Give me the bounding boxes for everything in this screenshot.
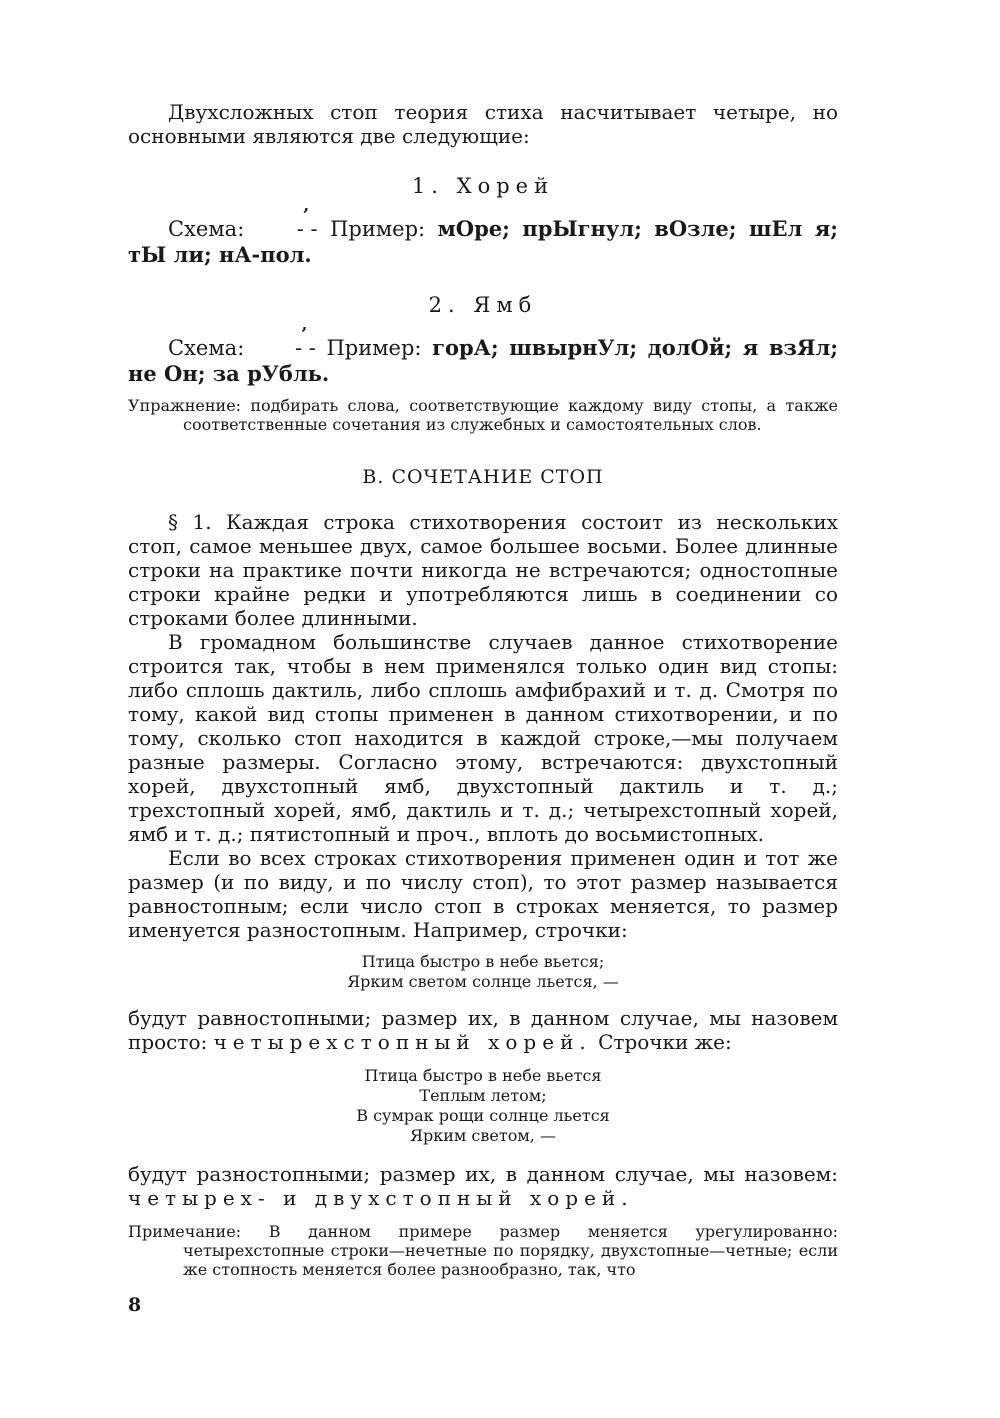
examples-iamb: горА; швырнУл; долОй; я взЯл; не Он; за рУбль. [128, 335, 839, 386]
exercise-note: Упражнение: подбирать слова, соответствующие каждому виду стопы, а также соответственные сочетания из служебных и самостоятельных слов. [128, 396, 838, 434]
text-run: будут разностопными; размер их, в данном случае, мы назовем: [128, 1162, 838, 1186]
intro-paragraph: Двухсложных стоп теория стиха насчитывает четыре, но основными являются две следующие: [128, 100, 838, 148]
scheme-marks: ’ - - [255, 336, 316, 361]
scheme-marks: ’ - - [257, 217, 318, 242]
verse-line: Птица быстро в небе вьется; [361, 952, 605, 971]
paragraph-after-verse-1 [128, 1006, 838, 1054]
examples-trochee: мОре; прЫгнул; вОзле; шЕл я; тЫ ли; нА-пол. [128, 216, 839, 267]
paragraph-3: Если во всех строках стихотворения применен один и тот же размер (и по виду, и по числу стоп), то этот размер называется равностопным; если число стоп в строках меняется, то размер именуется разностопным. Например, строчки: [128, 846, 838, 942]
example-label: Пример: [326, 336, 422, 360]
paragraph-1: § 1. Каждая строка стихотворения состоит из нескольких стоп, самое меньшее двух, самое большее восьми. Более длинные строки на практике почти никогда не встречаются; одностопные строки крайне редки и употребляются лишь в соединении со строками более длинными. [128, 510, 838, 630]
text-run: будут равностопными; размер их, в данном случае, мы назовем просто: [128, 1006, 838, 1054]
verse-example-2 [128, 1066, 838, 1146]
paragraph-after-verse-2 [128, 1162, 838, 1210]
verse-line: Теплым летом; [419, 1086, 547, 1105]
page-body [128, 100, 838, 1279]
foot-title-trochee: 1. Хорей [411, 174, 555, 198]
verse-line: В сумрак рощи солнце льется [356, 1106, 610, 1125]
page-number: 8 [128, 1294, 142, 1316]
section-title: В. СОЧЕТАНИЕ СТОП [362, 466, 604, 488]
paragraph-2: В громадном большинстве случаев данное стихотворение строится так, чтобы в нем применялся только один вид стопы: либо сплошь дактиль, либо сплошь амфибрахий и т. д. Смотря по тому, какой вид стопы применен в данном стихотворении, и по тому, сколько стоп находится в каждой строке,—мы получаем разные размеры. Согласно этому, встречаются: двухстопный хорей, двухстопный ямб, двухстопный дактиль и т. д.; трехстопный хорей, ямб, дактиль и т. д.; четырехстопный хорей, ямб и т. д.; пятистопный и проч., вплоть до восьмистопных. [128, 630, 838, 846]
scheme-label: Схема: [168, 217, 245, 241]
scheme-label: Схема: [168, 336, 245, 360]
note-paragraph: Примечание: В данном примере размер меняется урегулированно: четырехстопные строки—нечетные по порядку, двухстопные—четные; если же стопность меняется более разнообразно, так, что [128, 1222, 838, 1279]
example-label: Пример: [330, 217, 426, 241]
verse-line: Ярким светом солнце льется, — [347, 972, 619, 991]
verse-example-1 [128, 952, 838, 992]
foot-title-iamb: 2. Ямб [428, 293, 538, 317]
text-run: Строчки же: [598, 1030, 732, 1054]
scheme-trochee [128, 216, 838, 267]
term-spaced: четырехстопный хорей. [213, 1030, 592, 1054]
scheme-iamb [128, 335, 838, 386]
verse-line: Птица быстро в небе вьется [364, 1066, 602, 1085]
verse-line: Ярким светом, — [410, 1126, 556, 1145]
term-spaced: четырех- и двухстопный хорей. [128, 1186, 634, 1210]
